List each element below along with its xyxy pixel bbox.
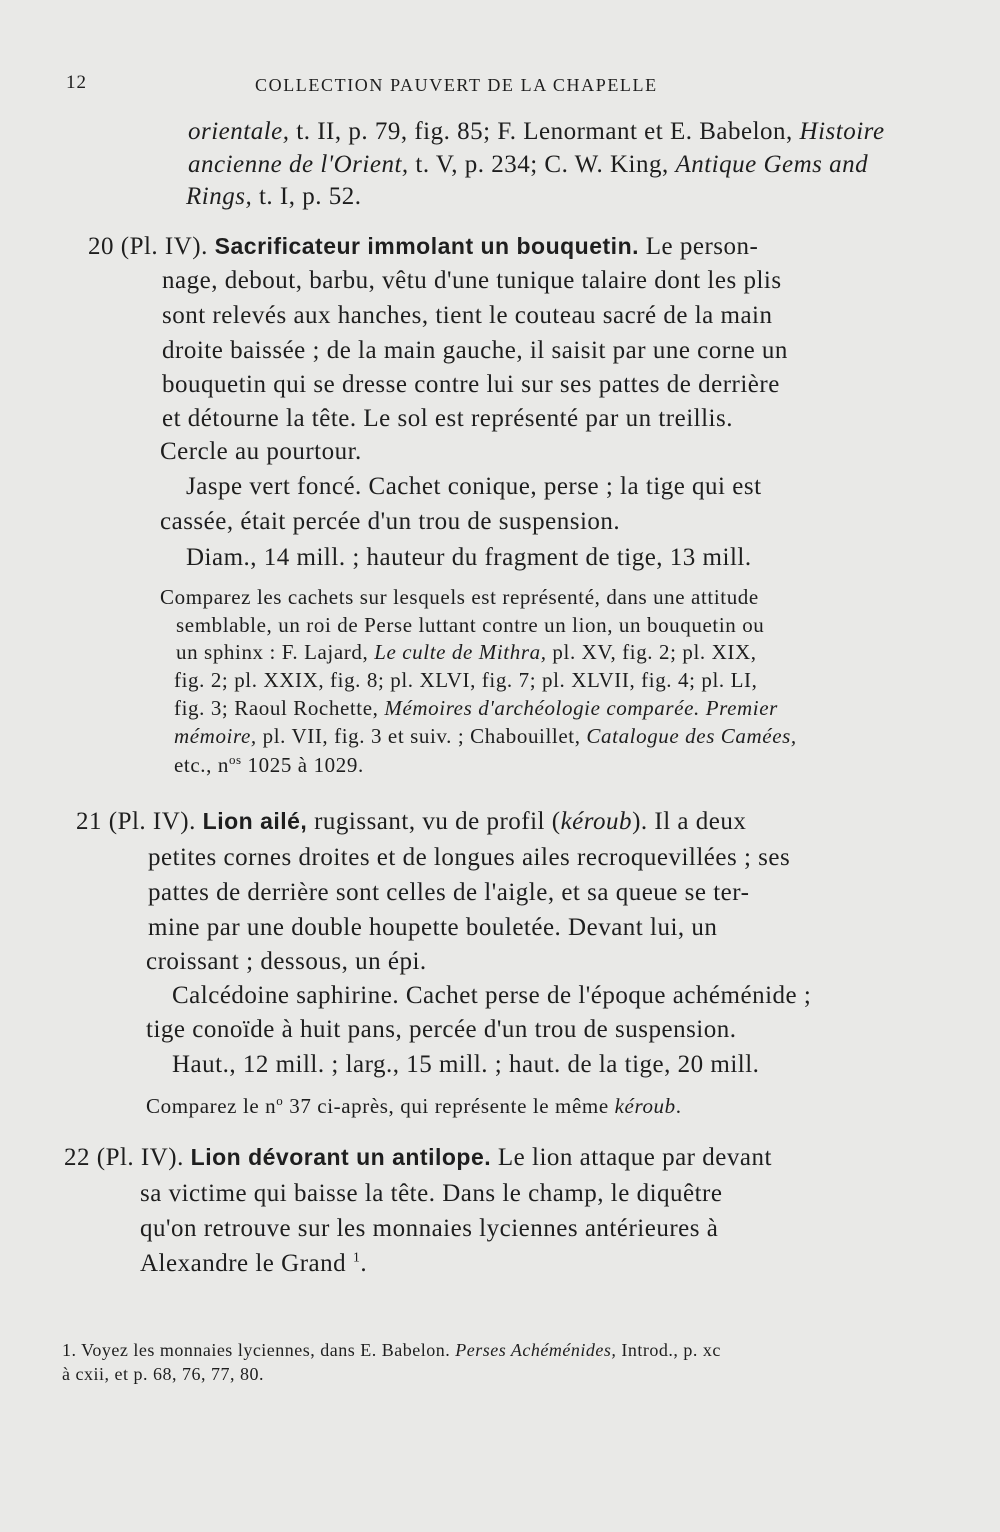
footnote-line-1: 1. Voyez les monnaies lyciennes, dans E. Babelon. Perses Achéménides, Introd., p. xc <box>62 1340 721 1360</box>
entry-20-note-line-2: semblable, un roi de Perse luttant contre un lion, un bouquetin ou <box>176 613 765 637</box>
page-number: 12 <box>66 72 87 93</box>
entry-20-note-line-1: Comparez les cachets sur lesquels est représenté, dans une attitude <box>160 585 759 609</box>
entry-20-dimensions: Diam., 14 mill. ; hauteur du fragment de tige, 13 mill. <box>186 544 752 571</box>
entry-21-dimensions: Haut., 12 mill. ; larg., 15 mill. ; haut. de la tige, 20 mill. <box>172 1051 760 1078</box>
entry-21-line-5: croissant ; dessous, un épi. <box>146 948 427 975</box>
entry-20-line-4: droite baissée ; de la main gauche, il saisit par une corne un <box>162 337 788 364</box>
entry-21-material-line-2: tige conoïde à huit pans, percée d'un trou de suspension. <box>146 1016 737 1043</box>
entry-20-note-line-6: mémoire, pl. VII, fig. 3 et suiv. ; Chabouillet, Catalogue des Camées, <box>174 724 797 748</box>
entry-21-line-3: pattes de derrière sont celles de l'aigle, et sa queue se ter- <box>148 879 750 906</box>
entry-21-material-line-1: Calcédoine saphirine. Cachet perse de l'époque achéménide ; <box>172 982 812 1009</box>
entry-21-note: Comparez le $n^o$ 37 ci-après, qui représente le même kéroub. <box>146 1093 682 1118</box>
entry-20-material-line-2: cassée, était percée d'un trou de suspension. <box>160 508 621 535</box>
entry-22-line-3: qu'on retrouve sur les monnaies lyciennes antérieures à <box>140 1215 719 1242</box>
entry-21-line-4: mine par une double houpette bouletée. Devant lui, un <box>148 914 718 941</box>
entry-22-heading: 22 (Pl. IV). Lion dévorant un antilope. Le lion attaque par devant <box>64 1144 772 1171</box>
entry-20-line-2: nage, debout, barbu, vêtu d'une tunique talaire dont les plis <box>162 267 782 294</box>
entry-19-line-2: ancienne de l'Orient, t. V, p. 234; C. W. King, Antique Gems and <box>188 151 869 178</box>
entry-20-line-3: sont relevés aux hanches, tient le couteau sacré de la main <box>162 302 773 329</box>
running-title: COLLECTION PAUVERT DE LA CHAPELLE <box>255 75 658 95</box>
entry-20-note-line-5: fig. 3; Raoul Rochette, Mémoires d'archéologie comparée. Premier <box>174 696 778 720</box>
entry-20-note-line-4: fig. 2; pl. XXIX, fig. 8; pl. XLVI, fig. 7; pl. XLVII, fig. 4; pl. LI, <box>174 668 758 692</box>
entry-22-line-2: sa victime qui baisse la tête. Dans le champ, le diquêtre <box>140 1180 723 1207</box>
entry-20-heading: 20 (Pl. IV). Sacrificateur immolant un bouquetin. Le person- <box>88 233 759 260</box>
entry-21-heading: 21 (Pl. IV). Lion ailé, rugissant, vu de profil (kéroub). Il a deux <box>76 808 747 835</box>
footnote-line-2: à cxii, et p. 68, 76, 77, 80. <box>62 1364 264 1384</box>
entry-19-line-1: orientale, t. II, p. 79, fig. 85; F. Lenormant et E. Babelon, Histoire <box>188 118 885 145</box>
entry-20-line-5: bouquetin qui se dresse contre lui sur ses pattes de derrière <box>162 371 780 398</box>
entry-20-line-7: Cercle au pourtour. <box>160 438 362 465</box>
entry-20-note-line-3: un sphinx : F. Lajard, Le culte de Mithra, pl. XV, fig. 2; pl. XIX, <box>176 640 757 664</box>
entry-20-note-line-7: etc., $n^{os}$ 1025 à 1029. <box>174 752 364 777</box>
entry-20-line-6: et détourne la tête. Le sol est représenté par un treillis. <box>162 405 733 432</box>
entry-19-line-3: Rings, t. I, p. 52. <box>186 183 362 210</box>
entry-22-line-4: Alexandre le Grand $^1$. <box>140 1250 368 1277</box>
entry-20-material-line-1: Jaspe vert foncé. Cachet conique, perse ; la tige qui est <box>186 473 762 500</box>
entry-21-line-2: petites cornes droites et de longues ailes recroquevillées ; ses <box>148 844 791 871</box>
